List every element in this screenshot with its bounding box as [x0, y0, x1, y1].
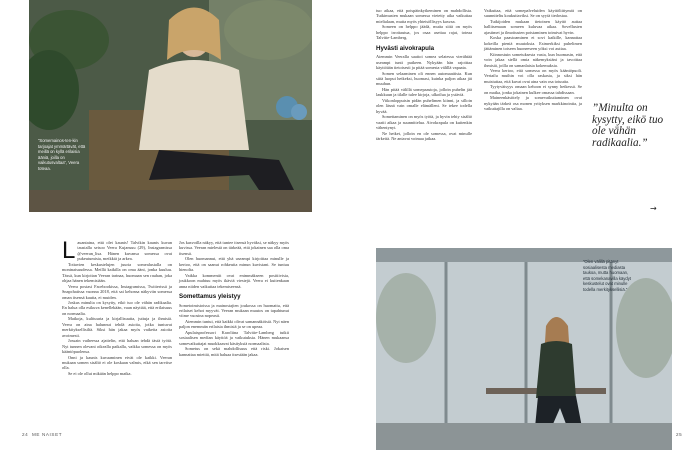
paragraph: Sometoimistoissa ja mainostajien joukossa on huomattu, että erilaiset kehot myyvät. Veeran mukaan muutos on tapahtunut viime vuosina nopeasti. [179, 302, 289, 319]
article-column-4 [484, 8, 582, 112]
pull-quote: ”Minulta on kysytty, eikö tuo ole vähän radikaalia.” [592, 102, 664, 149]
portrait-photo-bus-stop [376, 248, 672, 450]
paragraph: Koska paastoaminen ei sovi kaikille, kannattaa kokeilla pieniä muutoksia. Esimerkiksi puhelimen jättäminen toiseen huoneeseen yöksi voi auttaa. [484, 35, 582, 52]
knitting-woman-illustration [29, 0, 312, 212]
article-column-2 [179, 240, 289, 357]
paragraph: Aiemmin tuntui, että kaikki olivat samannäköisiä. Nyt näen paljon enemmän erilaisia ihmisiä ja se on upeaa. [179, 318, 289, 330]
page-number-left: 24 [22, 432, 29, 437]
paragraph: Somen selaaminen oli ennen automaattista. Kun siitä luopui hetkeksi, huomasi, kuinka paljon aikaa jäi muuhun. [376, 70, 472, 87]
paragraph: Someen on helppo jäädä, mutta siitä on myös helppo irrottautua, jos osaa asettaa rajat, toteaa Talvitie-Lamberg. [376, 24, 472, 41]
portrait-photo-knitting [29, 0, 312, 212]
intro-paragraph: Lauantaina, että olet kaunis! Talvikin kaunis kuvan taustalla seisoo Veera Kujansuu (29), Instagramissa @veeran_lisa. Hänen kuvansa somessa ovat pukeutumista, meikkiä ja arkea. [62, 237, 172, 264]
paragraph: Joskus minulta on kysytty, eikö tuo ole vähän radikaalia. En halua olla esikuva kenellekään, vaan näyttää, että erilaisuus on normaalia. [62, 299, 172, 316]
paragraph: Somettaminen on myös työtä, ja hyvin tehty sisältö vaatii aikaa ja suunnittelua. Aivokrapula on kuitenkin vähentynyt. [376, 114, 472, 131]
paragraph: Matkoja, kulttuuria ja kirjallisuutta, juttuja ja ihmisiä. Veera on aina halunnut tehdä asioita, jotka tuntuvat merkityksellisiltä. Siksi hän jakaa myös vaikeita asioita avoimesti. [62, 316, 172, 338]
paragraph: Vaikka kommentit ovat enimmäkseen positiivisia, joukkoon mahtuu myös ikäviä viestejä. Veera ei kuitenkaan anna niiden vaikuttaa tekemiseensä. [179, 272, 289, 289]
drop-cap: L [62, 237, 76, 264]
arrow-right-icon: → [650, 204, 657, 213]
paragraph: tuo aikaa, että poispäinkytkeminen on mahdollista. Tutkimusten mukaan somessa vietetty aika vaikuttaa mielialaan, mutta myös yhteisöllisyys kasvaa. [376, 8, 472, 24]
paragraph: Kiinnostuin sometuksesta vasta, kun huomasin, että voin jakaa siellä omia näkemyksiäni ja tavoittaa ihmisiä, joilla on samanlaisia kokemuksia. [484, 51, 582, 68]
paragraph: Jos kasvoilla näkyy, että tuntee itsensä hyväksi, se näkyy myös kuvissa. Veeran mielestä on tärkeää, että jokainen saa olla oma itsensä. [179, 240, 289, 256]
paragraph: Tyytyväisyys omaan kehoon ei synny hetkessä. Se on matka, jonka jokainen kulkee omassa tahdissaan. [484, 84, 582, 95]
section-heading: Somettamus yleistyy [179, 293, 241, 301]
paragraph: Viikonloppuisin pidän puhelimen kiinni, ja silloin olen läsnä vain omalle elämälleni. Se tekee todella hyvää. [376, 97, 472, 114]
paragraph: Ne hetket, jolloin en ole somessa, ovat minulle tärkeitä. Ne antavat voimaa jatkaa. [376, 130, 472, 141]
paragraph: Tottavien keskustelujen juuria somealustalla on moninaisuudessa. Meillä kaikilla on oma ääni, jonka kuuluu. Tässä, kun kirjoitan Veeran tarinaa, huomaan sen rauhan, joka ohjaa hänen tekemisiään. [62, 261, 172, 284]
magazine-name: ME NAISET [32, 432, 63, 437]
paragraph: Jossain vaiheessa ajattelin, että haluan tehdä tästä työtä. Nyt tunnen olevani oikealla paikalla, vaikka somessa on myös kääntöpuolensa. [62, 338, 172, 355]
paragraph: Vaikuttaa, että somepalveluiden käyttöliittymät on suunniteltu koukuttaviksi. Se on syytä tiedostaa. [484, 8, 582, 19]
photo-caption: ”Somemainos-ten-kin tarjoajat ymmärtävät, että meillä on kyllä erilaisia ääniä, joilla on vaikutusvaltaa”, Veera toteaa. [38, 138, 86, 171]
paragraph: Sometus on sekä mahdollisuus että riski. Jokaisen kannattaa miettiä, mitä haluaa itsestään jakaa. [179, 346, 289, 357]
paragraph: Olen huomannut, että yhä useampi kirjoittaa minulle ja kertoo, että on saanut rohkeutta minun kuvistani. Se tuntuu hienolta. [179, 256, 289, 273]
paragraph: Apulaisprofessori Karoliina Talvitie-Lamberg tutkii sosiaalisen median käyttöä ja vaikutuksia. Hänen mukaansa somevaikuttajat muokkaavat käsityksiä normaalista. [179, 329, 289, 346]
paragraph: Hän pitää välillä somepaastoja, jolloin puhelin jää laukkuun ja tilalle tulee kirjoja, ulkoilua ja ystäviä. [376, 86, 472, 98]
article-column-1 [62, 237, 172, 376]
page-number-right: 25 [676, 432, 683, 437]
paragraph: Maineenkäsittely ja somevaikuttaminen ovat nykyään tärkeä osa monen yrityksen markkinointia, ja vaikuttajilla on valtaa. [484, 95, 582, 112]
paragraph: Veera postasi Facebookissa, Instagramissa, Twitterissä ja Snapchatissa vuonna 2018, että sai kehonsa näkyviin somessa oman itsensä kautta, ei muiden. [62, 283, 172, 300]
photo-caption: ”Olen välillä pitänyt sosiaalisesta mediasta taukoa, mutta huomaan, että somekanavilla käydyt keskustelut ovat minulle todella merkityksellisiä.” [583, 259, 631, 292]
paragraph: Se ei ole ollut mikään helppo matka. [68, 370, 132, 376]
section-heading: Hyvästi aivokrapula [376, 44, 435, 52]
article-column-3 [376, 8, 472, 141]
paragraph: Tutkijoiden mukaan tietoinen käyttö auttaa hallitsemaan someen kuluvaa aikaa. Sovellusten ajastimet ja ilmoitusten poistaminen toimivat hyvin. [484, 18, 582, 35]
paragraph: Onni ja kaunis kuvaaminen eivät ole kaikki. Veeran mukaan somen sisältö ei ole koskaan valmis, eikä sen tarvitse olla. [62, 354, 172, 371]
paragraph: Aiemmin Veeralla saattoi somea selatessa vierähtää useampi tunti putkeen. Nykyään hän rajoittaa käyttöään tietoisesti ja pitää somesta välillä vapaata. [376, 54, 472, 71]
paragraph: Veera kertoo, että somessa on myös kääntöpuoli. Vertailu muihin voi olla raskasta, ja siksi hän muistuttaa, että kuvat ovat aina vain osa totuutta. [484, 67, 582, 84]
